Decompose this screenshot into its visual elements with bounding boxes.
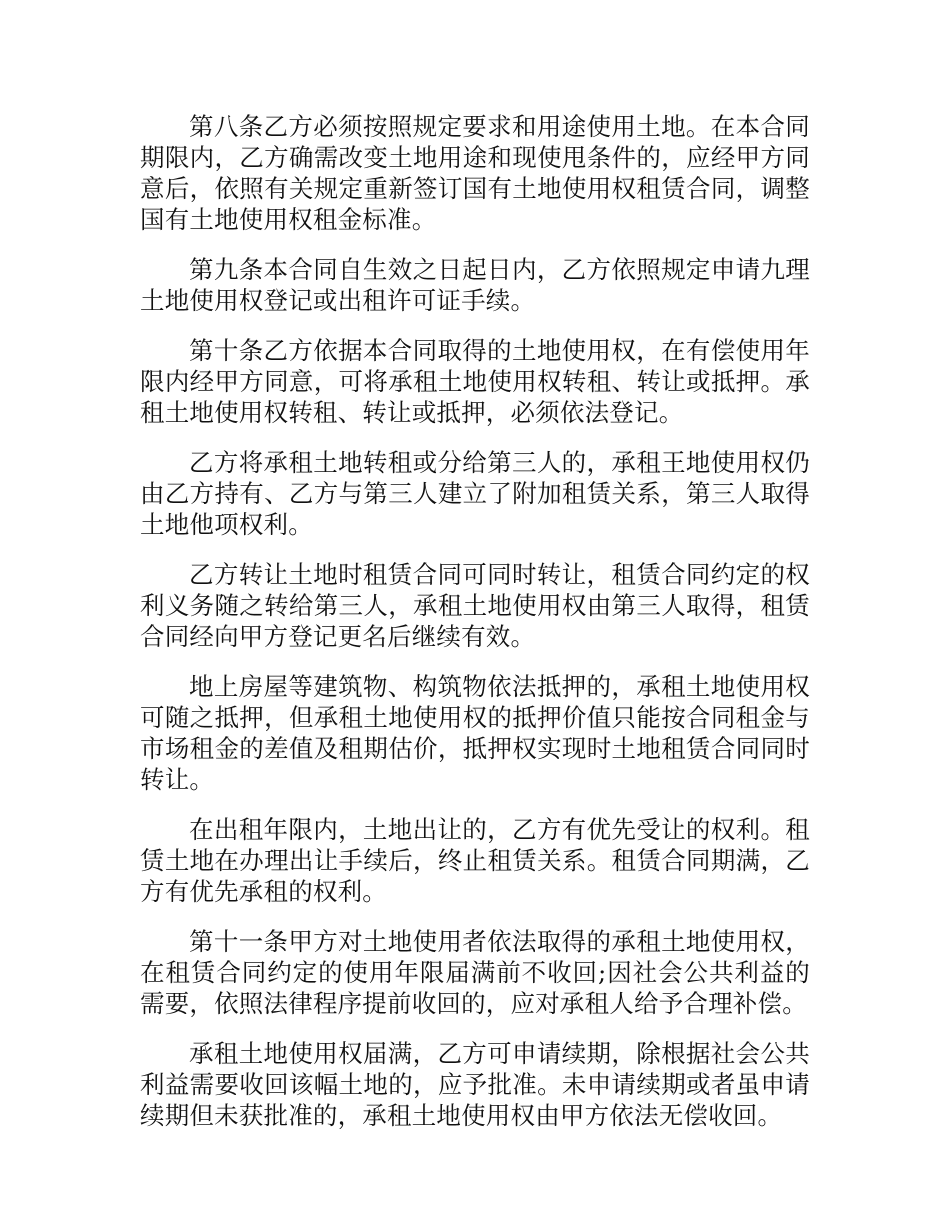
paragraph-article-10: 第十条乙方依据本合同取得的土地使用权，在有偿使用年限内经甲方同意，可将承租土地使用权转租、转让或抵押。承租土地使用权转租、转让或抵押，必须依法登记。 <box>140 336 810 427</box>
paragraph-renewal: 承租土地使用权届满，乙方可申请续期，除根据社会公共利益需要收回该幅土地的，应予批准。未申请续期或者虽申请续期但未获批准的，承租土地使用权由甲方依法无偿收回。 <box>140 1039 810 1130</box>
paragraph-article-11: 第十一条甲方对土地使用者依法取得的承租土地使用权，在租赁合同约定的使用年限届满前不收回;因社会公共利益的需要，依照法律程序提前收回的，应对承租人给予合理补偿。 <box>140 927 810 1018</box>
paragraph-sublease: 乙方将承租土地转租或分给第三人的，承租王地使用权仍由乙方持有、乙方与第三人建立了附加租赁关系，第三人取得土地他项权利。 <box>140 448 810 539</box>
document-body <box>140 111 810 1150</box>
paragraph-transfer: 乙方转让土地时租赁合同可同时转让，租赁合同约定的权利义务随之转给第三人，承租土地使用权由第三人取得，租赁合同经向甲方登记更名后继续有效。 <box>140 560 810 651</box>
paragraph-priority-right: 在出租年限内，土地出让的，乙方有优先受让的权利。租赁土地在办理出让手续后，终止租赁关系。租赁合同期满，乙方有优先承租的权利。 <box>140 815 810 906</box>
paragraph-article-9: 第九条本合同自生效之日起日内，乙方依照规定申请九理土地使用权登记或出租许可证手续。 <box>140 255 810 315</box>
paragraph-article-8: 第八条乙方必须按照规定要求和用途使用土地。在本合同期限内，乙方确需改变土地用途和现使甩条件的，应经甲方同意后，依照有关规定重新签订国有土地使用权租赁合同，调整国有土地使用权租金标准。 <box>140 112 810 234</box>
paragraph-mortgage: 地上房屋等建筑物、构筑物依法抵押的，承租土地使用权可随之抵押，但承租土地使用权的抵押价值只能按合同租金与市场租金的差值及租期估价，抵押权实现时土地租赁合同同时转让。 <box>140 672 810 794</box>
